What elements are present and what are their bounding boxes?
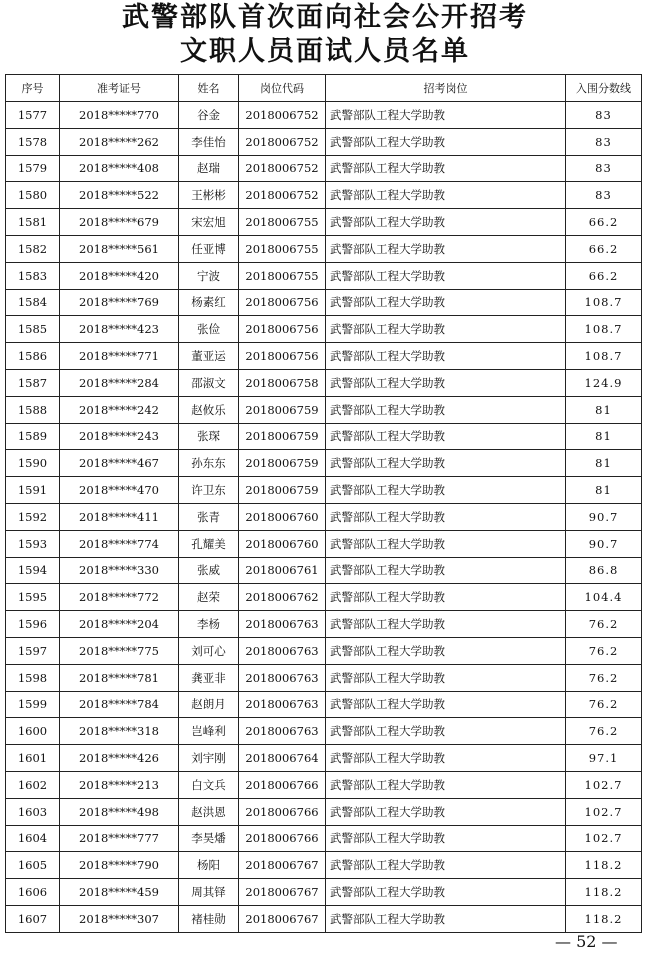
- cell-name: 褚桂勋: [179, 905, 239, 932]
- cell-name: 白文兵: [179, 771, 239, 798]
- cell-cutoff-score: 66.2: [566, 262, 642, 289]
- cell-cutoff-score: 83: [566, 155, 642, 182]
- table-row: [6, 691, 642, 718]
- cell-serial: 1586: [6, 343, 60, 370]
- cell-post: 武警部队工程大学助教: [326, 584, 566, 611]
- cell-exam-id: 2018*****775: [60, 637, 179, 664]
- cell-exam-id: 2018*****262: [60, 128, 179, 155]
- cell-name: 杨阳: [179, 852, 239, 879]
- cell-serial: 1587: [6, 369, 60, 396]
- cell-post-code: 2018006759: [239, 477, 326, 504]
- table-row: [6, 209, 642, 236]
- table-row: [6, 798, 642, 825]
- cell-post: 武警部队工程大学助教: [326, 879, 566, 906]
- cell-post-code: 2018006763: [239, 637, 326, 664]
- header-name: 姓名: [179, 75, 239, 102]
- cell-post-code: 2018006763: [239, 691, 326, 718]
- cell-name: 周其铎: [179, 879, 239, 906]
- cell-post-code: 2018006756: [239, 343, 326, 370]
- cell-cutoff-score: 76.2: [566, 718, 642, 745]
- cell-post-code: 2018006759: [239, 450, 326, 477]
- cell-post: 武警部队工程大学助教: [326, 611, 566, 638]
- cell-serial: 1591: [6, 477, 60, 504]
- cell-serial: 1595: [6, 584, 60, 611]
- cell-cutoff-score: 76.2: [566, 611, 642, 638]
- cell-serial: 1600: [6, 718, 60, 745]
- cell-post-code: 2018006755: [239, 262, 326, 289]
- cell-name: 任亚博: [179, 235, 239, 262]
- cell-cutoff-score: 102.7: [566, 825, 642, 852]
- cell-serial: 1596: [6, 611, 60, 638]
- cell-cutoff-score: 76.2: [566, 664, 642, 691]
- cell-name: 许卫东: [179, 477, 239, 504]
- cell-exam-id: 2018*****426: [60, 745, 179, 772]
- cell-post: 武警部队工程大学助教: [326, 718, 566, 745]
- cell-serial: 1579: [6, 155, 60, 182]
- cell-cutoff-score: 118.2: [566, 852, 642, 879]
- header-exam-id: 准考证号: [60, 75, 179, 102]
- cell-post-code: 2018006766: [239, 771, 326, 798]
- cell-post: 武警部队工程大学助教: [326, 262, 566, 289]
- table-row: [6, 879, 642, 906]
- table-row: [6, 825, 642, 852]
- cell-post: 武警部队工程大学助教: [326, 771, 566, 798]
- cell-name: 张威: [179, 557, 239, 584]
- cell-exam-id: 2018*****459: [60, 879, 179, 906]
- cell-exam-id: 2018*****522: [60, 182, 179, 209]
- cell-serial: 1606: [6, 879, 60, 906]
- cell-cutoff-score: 66.2: [566, 209, 642, 236]
- cell-serial: 1593: [6, 530, 60, 557]
- cell-name: 杨素红: [179, 289, 239, 316]
- cell-serial: 1598: [6, 664, 60, 691]
- table-row: [6, 316, 642, 343]
- cell-serial: 1583: [6, 262, 60, 289]
- cell-name: 龚亚非: [179, 664, 239, 691]
- table-row: [6, 262, 642, 289]
- cell-cutoff-score: 83: [566, 128, 642, 155]
- cell-name: 谷金: [179, 102, 239, 129]
- cell-post-code: 2018006767: [239, 879, 326, 906]
- table-row: [6, 905, 642, 932]
- cell-exam-id: 2018*****242: [60, 396, 179, 423]
- cell-post-code: 2018006763: [239, 664, 326, 691]
- cell-post: 武警部队工程大学助教: [326, 905, 566, 932]
- cell-post-code: 2018006767: [239, 852, 326, 879]
- cell-serial: 1589: [6, 423, 60, 450]
- cell-post-code: 2018006762: [239, 584, 326, 611]
- cell-post: 武警部队工程大学助教: [326, 798, 566, 825]
- cell-cutoff-score: 76.2: [566, 637, 642, 664]
- cell-serial: 1592: [6, 503, 60, 530]
- cell-post: 武警部队工程大学助教: [326, 637, 566, 664]
- cell-serial: 1580: [6, 182, 60, 209]
- cell-name: 刘宇刚: [179, 745, 239, 772]
- table-row: [6, 852, 642, 879]
- header-row: [6, 75, 642, 102]
- cell-cutoff-score: 102.7: [566, 798, 642, 825]
- cell-name: 李昊燔: [179, 825, 239, 852]
- header-post: 招考岗位: [326, 75, 566, 102]
- table-row: [6, 289, 642, 316]
- cell-serial: 1603: [6, 798, 60, 825]
- table-row: [6, 128, 642, 155]
- cell-name: 邵淑文: [179, 369, 239, 396]
- header-post-code: 岗位代码: [239, 75, 326, 102]
- cell-cutoff-score: 66.2: [566, 235, 642, 262]
- cell-cutoff-score: 81: [566, 396, 642, 423]
- cell-exam-id: 2018*****498: [60, 798, 179, 825]
- cell-post-code: 2018006756: [239, 316, 326, 343]
- cell-post: 武警部队工程大学助教: [326, 155, 566, 182]
- cell-name: 赵攸乐: [179, 396, 239, 423]
- cell-exam-id: 2018*****561: [60, 235, 179, 262]
- table-row: [6, 503, 642, 530]
- header-serial: 序号: [6, 75, 60, 102]
- cell-post-code: 2018006752: [239, 155, 326, 182]
- cell-post: 武警部队工程大学助教: [326, 745, 566, 772]
- cell-exam-id: 2018*****790: [60, 852, 179, 879]
- table-row: [6, 637, 642, 664]
- table-row: [6, 611, 642, 638]
- cell-name: 张琛: [179, 423, 239, 450]
- cell-name: 宁波: [179, 262, 239, 289]
- cell-cutoff-score: 108.7: [566, 343, 642, 370]
- cell-exam-id: 2018*****770: [60, 102, 179, 129]
- cell-exam-id: 2018*****679: [60, 209, 179, 236]
- cell-post-code: 2018006752: [239, 102, 326, 129]
- table-row: [6, 745, 642, 772]
- cell-exam-id: 2018*****243: [60, 423, 179, 450]
- cell-post: 武警部队工程大学助教: [326, 289, 566, 316]
- cell-post-code: 2018006761: [239, 557, 326, 584]
- cell-serial: 1588: [6, 396, 60, 423]
- interview-roster-table: [5, 74, 642, 933]
- table-row: [6, 155, 642, 182]
- cell-name: 张青: [179, 503, 239, 530]
- cell-post-code: 2018006759: [239, 396, 326, 423]
- cell-post: 武警部队工程大学助教: [326, 209, 566, 236]
- cell-post: 武警部队工程大学助教: [326, 182, 566, 209]
- table-row: [6, 396, 642, 423]
- cell-post: 武警部队工程大学助教: [326, 423, 566, 450]
- cell-name: 孔耀美: [179, 530, 239, 557]
- cell-serial: 1578: [6, 128, 60, 155]
- cell-exam-id: 2018*****408: [60, 155, 179, 182]
- table-row: [6, 718, 642, 745]
- cell-name: 刘可心: [179, 637, 239, 664]
- table-row: [6, 369, 642, 396]
- cell-post-code: 2018006758: [239, 369, 326, 396]
- cell-cutoff-score: 118.2: [566, 905, 642, 932]
- cell-name: 李佳怡: [179, 128, 239, 155]
- table-row: [6, 530, 642, 557]
- cell-exam-id: 2018*****772: [60, 584, 179, 611]
- cell-cutoff-score: 83: [566, 102, 642, 129]
- cell-post-code: 2018006766: [239, 798, 326, 825]
- cell-serial: 1604: [6, 825, 60, 852]
- table-row: [6, 343, 642, 370]
- cell-exam-id: 2018*****318: [60, 718, 179, 745]
- cell-name: 王彬彬: [179, 182, 239, 209]
- cell-exam-id: 2018*****784: [60, 691, 179, 718]
- table-row: [6, 771, 642, 798]
- cell-post: 武警部队工程大学助教: [326, 503, 566, 530]
- table-body: [6, 102, 642, 933]
- cell-cutoff-score: 90.7: [566, 503, 642, 530]
- cell-exam-id: 2018*****284: [60, 369, 179, 396]
- cell-post: 武警部队工程大学助教: [326, 691, 566, 718]
- cell-post: 武警部队工程大学助教: [326, 557, 566, 584]
- cell-exam-id: 2018*****423: [60, 316, 179, 343]
- cell-exam-id: 2018*****204: [60, 611, 179, 638]
- cell-cutoff-score: 102.7: [566, 771, 642, 798]
- table-row: [6, 102, 642, 129]
- cell-post-code: 2018006752: [239, 182, 326, 209]
- table-row: [6, 235, 642, 262]
- cell-post: 武警部队工程大学助教: [326, 343, 566, 370]
- cell-post: 武警部队工程大学助教: [326, 316, 566, 343]
- cell-exam-id: 2018*****420: [60, 262, 179, 289]
- document-title-line1: 武警部队首次面向社会公开招考: [122, 2, 528, 33]
- cell-exam-id: 2018*****769: [60, 289, 179, 316]
- cell-name: 赵瑞: [179, 155, 239, 182]
- document-title-line2: 文职人员面试人员名单: [180, 36, 470, 67]
- cell-cutoff-score: 81: [566, 423, 642, 450]
- cell-serial: 1597: [6, 637, 60, 664]
- cell-name: 宋宏旭: [179, 209, 239, 236]
- cell-post: 武警部队工程大学助教: [326, 664, 566, 691]
- cell-post: 武警部队工程大学助教: [326, 369, 566, 396]
- cell-serial: 1577: [6, 102, 60, 129]
- cell-cutoff-score: 83: [566, 182, 642, 209]
- cell-name: 赵朗月: [179, 691, 239, 718]
- cell-cutoff-score: 118.2: [566, 879, 642, 906]
- cell-exam-id: 2018*****213: [60, 771, 179, 798]
- table-row: [6, 450, 642, 477]
- cell-cutoff-score: 97.1: [566, 745, 642, 772]
- cell-exam-id: 2018*****774: [60, 530, 179, 557]
- cell-name: 赵荣: [179, 584, 239, 611]
- cell-cutoff-score: 86.8: [566, 557, 642, 584]
- cell-post-code: 2018006763: [239, 718, 326, 745]
- cell-post: 武警部队工程大学助教: [326, 477, 566, 504]
- cell-post: 武警部队工程大学助教: [326, 102, 566, 129]
- cell-post-code: 2018006756: [239, 289, 326, 316]
- cell-post: 武警部队工程大学助教: [326, 128, 566, 155]
- cell-cutoff-score: 108.7: [566, 316, 642, 343]
- cell-post: 武警部队工程大学助教: [326, 235, 566, 262]
- cell-post-code: 2018006759: [239, 423, 326, 450]
- cell-name: 李杨: [179, 611, 239, 638]
- cell-name: 岂峰利: [179, 718, 239, 745]
- cell-cutoff-score: 81: [566, 477, 642, 504]
- cell-post-code: 2018006764: [239, 745, 326, 772]
- cell-post: 武警部队工程大学助教: [326, 825, 566, 852]
- cell-cutoff-score: 76.2: [566, 691, 642, 718]
- page-number: — 52 —: [555, 932, 618, 951]
- cell-serial: 1584: [6, 289, 60, 316]
- table-row: [6, 584, 642, 611]
- table-row: [6, 664, 642, 691]
- cell-serial: 1605: [6, 852, 60, 879]
- cell-post-code: 2018006760: [239, 530, 326, 557]
- table-header: [6, 75, 642, 102]
- cell-post: 武警部队工程大学助教: [326, 530, 566, 557]
- cell-exam-id: 2018*****330: [60, 557, 179, 584]
- cell-exam-id: 2018*****307: [60, 905, 179, 932]
- cell-exam-id: 2018*****771: [60, 343, 179, 370]
- cell-cutoff-score: 108.7: [566, 289, 642, 316]
- cell-post-code: 2018006755: [239, 235, 326, 262]
- cell-exam-id: 2018*****411: [60, 503, 179, 530]
- cell-serial: 1594: [6, 557, 60, 584]
- table-row: [6, 423, 642, 450]
- cell-serial: 1601: [6, 745, 60, 772]
- cell-post-code: 2018006755: [239, 209, 326, 236]
- table-row: [6, 557, 642, 584]
- cell-serial: 1590: [6, 450, 60, 477]
- cell-post-code: 2018006767: [239, 905, 326, 932]
- table-row: [6, 182, 642, 209]
- table-row: [6, 477, 642, 504]
- cell-serial: 1581: [6, 209, 60, 236]
- cell-post-code: 2018006763: [239, 611, 326, 638]
- cell-post: 武警部队工程大学助教: [326, 396, 566, 423]
- cell-serial: 1599: [6, 691, 60, 718]
- cell-serial: 1602: [6, 771, 60, 798]
- header-cutoff-score: 入围分数线: [566, 75, 642, 102]
- cell-serial: 1585: [6, 316, 60, 343]
- cell-name: 赵洪恩: [179, 798, 239, 825]
- cell-post-code: 2018006752: [239, 128, 326, 155]
- cell-name: 张俭: [179, 316, 239, 343]
- cell-exam-id: 2018*****777: [60, 825, 179, 852]
- cell-name: 孙东东: [179, 450, 239, 477]
- cell-cutoff-score: 104.4: [566, 584, 642, 611]
- cell-exam-id: 2018*****467: [60, 450, 179, 477]
- cell-serial: 1582: [6, 235, 60, 262]
- cell-post: 武警部队工程大学助教: [326, 450, 566, 477]
- cell-name: 董亚运: [179, 343, 239, 370]
- cell-post-code: 2018006766: [239, 825, 326, 852]
- cell-cutoff-score: 90.7: [566, 530, 642, 557]
- cell-cutoff-score: 124.9: [566, 369, 642, 396]
- cell-exam-id: 2018*****781: [60, 664, 179, 691]
- cell-serial: 1607: [6, 905, 60, 932]
- cell-cutoff-score: 81: [566, 450, 642, 477]
- cell-post: 武警部队工程大学助教: [326, 852, 566, 879]
- cell-post-code: 2018006760: [239, 503, 326, 530]
- cell-exam-id: 2018*****470: [60, 477, 179, 504]
